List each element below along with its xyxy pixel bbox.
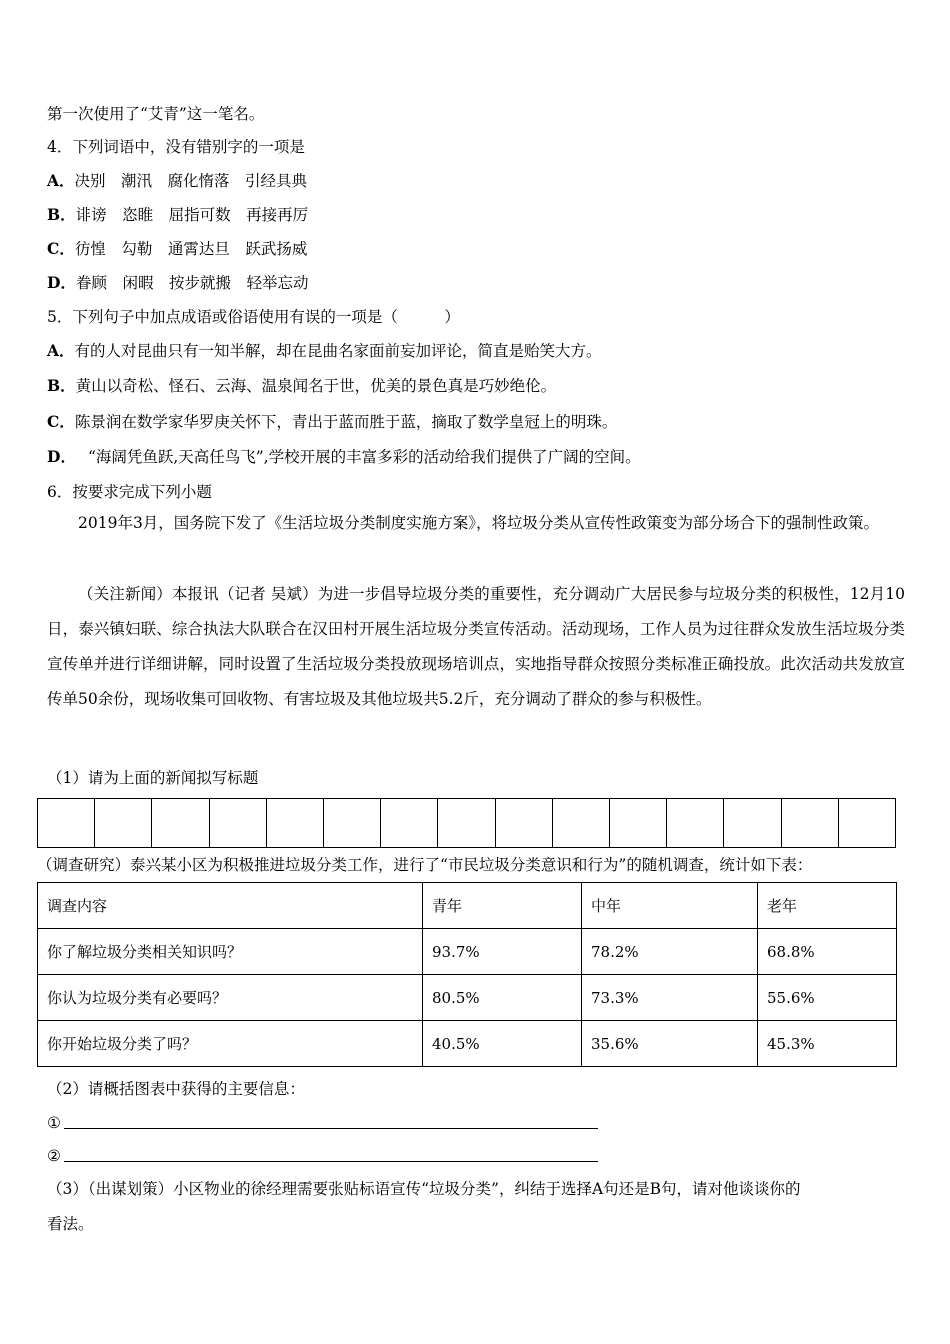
table-header-cell: 中年 xyxy=(582,883,758,929)
question-5-option-c: C．陈景润在数学家华罗庚关怀下，青出于蓝而胜于蓝，摘取了数学皇冠上的明珠。 xyxy=(47,412,618,431)
table-header-cell: 老年 xyxy=(758,883,897,929)
table-header-cell: 调查内容 xyxy=(38,883,423,929)
survey-intro: （调查研究）泰兴某小区为积极推进垃圾分类工作，进行了“市民垃圾分类意识和行为”的随机调查，统计如下表： xyxy=(37,856,813,874)
table-cell: 73.3% xyxy=(582,975,758,1021)
grid-cell[interactable] xyxy=(38,799,95,847)
survey-table xyxy=(37,882,897,1067)
grid-cell[interactable] xyxy=(210,799,267,847)
news-paragraph: （关注新闻）本报讯（记者 吴斌）为进一步倡导垃圾分类的重要性，充分调动广大居民参与垃圾分类的积极性，12月10日，泰兴镇妇联、综合执法大队联合在汉田村开展生活垃圾分类宣传活动。活动现场，工作人员为过往群众发放生活垃圾分类宣传单并进行详细讲解，同时设置了生活垃圾分类投放现场培训点，实地指导群众按照分类标准正确投放。此次活动共发放宣传单50余份，现场收集可回收物、有害垃圾及其他垃圾共5.2斤，充分调动了群众的参与积极性。 xyxy=(47,585,905,708)
question-4-stem: 4．下列词语中，没有错别字的一项是 xyxy=(47,138,305,156)
grid-cell[interactable] xyxy=(610,799,667,847)
question-4-option-a: A．决别 潮汛 腐化惰落 引经具典 xyxy=(47,171,308,190)
table-row xyxy=(38,1021,897,1067)
grid-cell[interactable] xyxy=(381,799,438,847)
grid-cell[interactable] xyxy=(553,799,610,847)
table-cell: 78.2% xyxy=(582,929,758,975)
question-5-stem: 5．下列句子中加点成语或俗语使用有误的一项是（ ） xyxy=(47,308,460,326)
question-5-option-d: D． “海阔凭鱼跃,天高任鸟飞”,学校开展的丰富多彩的活动给我们提供了广阔的空间。 xyxy=(47,447,641,466)
grid-cell[interactable] xyxy=(95,799,152,847)
question-4-option-b: B．诽谤 恣睢 屈指可数 再接再厉 xyxy=(47,205,309,224)
table-cell: 40.5% xyxy=(423,1021,582,1067)
answer-blank-2-label: ② xyxy=(47,1147,61,1165)
grid-cell[interactable] xyxy=(782,799,839,847)
question-5-option-b: B．黄山以奇松、怪石、云海、温泉闻名于世，优美的景色真是巧妙绝伦。 xyxy=(47,376,557,395)
sub-question-3-line-1: （3）（出谋划策）小区物业的徐经理需要张贴标语宣传“垃圾分类”，纠结于选择A句还是B句，请对他谈谈你的 xyxy=(47,1180,801,1198)
grid-cell[interactable] xyxy=(438,799,495,847)
table-cell: 93.7% xyxy=(423,929,582,975)
intro-line: 第一次使用了“艾青”这一笔名。 xyxy=(47,105,265,123)
table-cell: 68.8% xyxy=(758,929,897,975)
table-cell: 45.3% xyxy=(758,1021,897,1067)
question-5-option-a: A．有的人对昆曲只有一知半解，却在昆曲名家面前妄加评论，简直是贻笑大方。 xyxy=(47,341,602,360)
title-writing-grid[interactable] xyxy=(37,798,896,848)
answer-blank-1-label: ① xyxy=(47,1114,61,1132)
grid-cell[interactable] xyxy=(152,799,209,847)
question-4-option-c: C．彷惶 勾勒 通霄达旦 跃武扬威 xyxy=(47,239,308,258)
sub-question-1: （1）请为上面的新闻拟写标题 xyxy=(47,769,259,787)
grid-cell[interactable] xyxy=(667,799,724,847)
grid-cell[interactable] xyxy=(496,799,553,847)
table-header-cell: 青年 xyxy=(423,883,582,929)
table-row xyxy=(38,975,897,1021)
sub-question-2: （2）请概括图表中获得的主要信息： xyxy=(47,1080,305,1098)
table-cell: 35.6% xyxy=(582,1021,758,1067)
answer-blank-1[interactable] xyxy=(64,1128,598,1129)
table-cell: 你了解垃圾分类相关知识吗？ xyxy=(38,929,423,975)
grid-cell[interactable] xyxy=(839,799,895,847)
answer-blank-2[interactable] xyxy=(64,1161,598,1162)
question-6-stem: 6．按要求完成下列小题 xyxy=(47,483,212,501)
table-header-row xyxy=(38,883,897,929)
policy-paragraph: 2019年3月，国务院下发了《生活垃圾分类制度实施方案》，将垃圾分类从宣传性政策变为部分场合下的强制性政策。 xyxy=(78,514,880,532)
table-row xyxy=(38,929,897,975)
table-cell: 你开始垃圾分类了吗？ xyxy=(38,1021,423,1067)
table-cell: 你认为垃圾分类有必要吗？ xyxy=(38,975,423,1021)
sub-question-3-line-2: 看法。 xyxy=(47,1215,94,1233)
table-cell: 55.6% xyxy=(758,975,897,1021)
table-cell: 80.5% xyxy=(423,975,582,1021)
grid-cell[interactable] xyxy=(267,799,324,847)
grid-cell[interactable] xyxy=(724,799,781,847)
question-4-option-d: D．眷顾 闲暇 按步就搬 轻举忘动 xyxy=(47,273,309,292)
grid-cell[interactable] xyxy=(324,799,381,847)
